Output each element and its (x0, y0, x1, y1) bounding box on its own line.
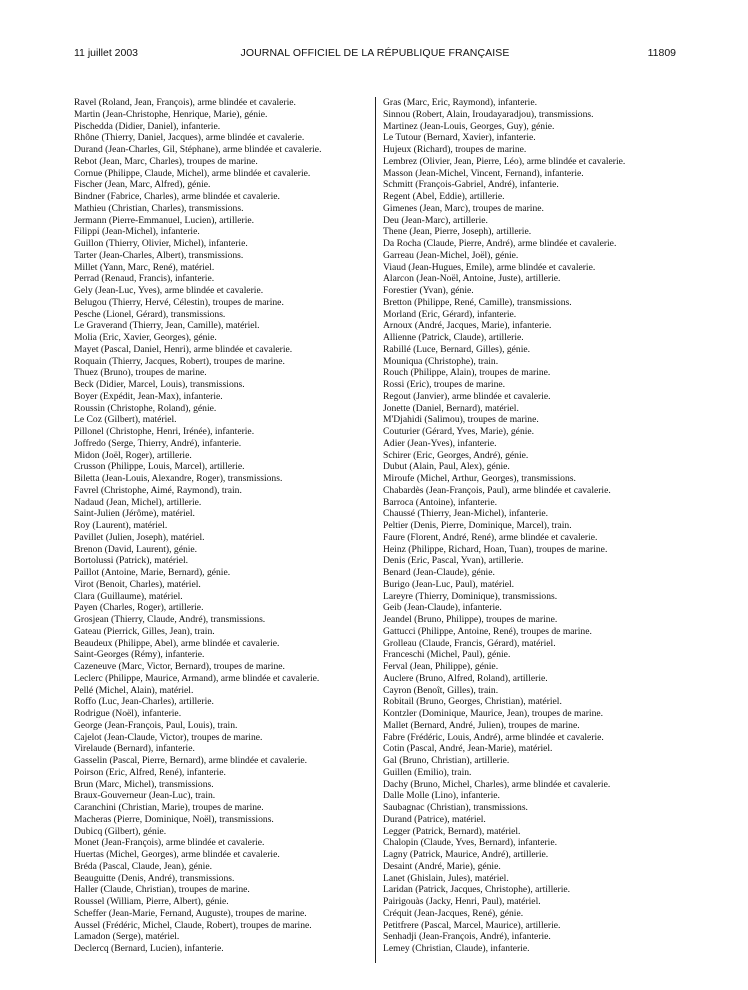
list-item: Créquit (Jean-Jacques, René), génie. (383, 907, 524, 919)
list-item: Pavillet (Julien, Joseph), matériel. (74, 531, 205, 543)
list-item: Virelaude (Bernard), infanterie. (74, 743, 195, 755)
list-item: Denis (Eric, Pascal, Yvan), artillerie. (383, 555, 524, 567)
list-item: Declercq (Bernard, Lucien), infanterie. (74, 943, 224, 954)
list-item: Gras (Marc, Eric, Raymond), infanterie. (383, 97, 537, 108)
list-item: Auclere (Bruno, Alfred, Roland), artillerie. (383, 672, 548, 684)
list-item: Leclerc (Philippe, Maurice, Armand), arme blindée et cavalerie. (74, 672, 320, 684)
list-item: Aussel (Frédéric, Michel, Claude, Robert), troupes de marine. (74, 919, 312, 931)
list-item: Paillot (Antoine, Marie, Bernard), génie. (74, 567, 231, 578)
list-item: Durand (Patrice), matériel. (383, 813, 486, 825)
list-item: Fischer (Jean, Marc, Alfred), génie. (74, 179, 211, 191)
list-item: Virot (Benoit, Charles), matériel. (74, 578, 201, 590)
list-item: Benard (Jean-Claude), génie. (383, 567, 495, 578)
list-item: Gattucci (Philippe, Antoine, René), troupes de marine. (383, 625, 592, 637)
list-item: Rhône (Thierry, Daniel, Jacques), arme blindée et cavalerie. (74, 132, 305, 144)
list-item: Mayet (Pascal, Daniel, Henri), arme blindée et cavalerie. (74, 343, 293, 355)
list-item: Ravel (Roland, Jean, François), arme blindée et cavalerie. (74, 97, 296, 108)
list-item: Jeandel (Bruno, Philippe), troupes de marine. (383, 614, 558, 625)
list-item: Alarcon (Jean-Noël, Antoine, Juste), artillerie. (383, 273, 561, 285)
list-item: Legger (Patrick, Bernard), matériel. (383, 825, 521, 837)
list-item: Rabillé (Luce, Bernard, Gilles), génie. (383, 343, 531, 355)
list-item: Miroufe (Michel, Arthur, Georges), transmissions. (383, 473, 576, 484)
list-item: Laridan (Patrick, Jacques, Christophe), artillerie. (383, 884, 571, 896)
list-item: Payen (Charles, Roger), artillerie. (74, 602, 204, 614)
list-item: Joffredo (Serge, Thierry, André), infanterie. (74, 437, 242, 449)
list-item: Boyer (Expédit, Jean-Max), infanterie. (74, 390, 223, 402)
left-column-list (74, 97, 370, 955)
list-item: Bréda (Pascal, Claude, Jean), génie. (74, 860, 212, 872)
list-item: Dalle Molle (Lino), infanterie. (383, 790, 500, 802)
list-item: Lembrez (Olivier, Jean, Pierre, Léo), arme blindée et cavalerie. (383, 155, 626, 167)
list-item: Petitfrere (Pascal, Marcel, Maurice), artillerie. (383, 919, 561, 931)
list-item: Cazeneuve (Marc, Victor, Bernard), troupes de marine. (74, 661, 285, 672)
list-item: Hujeux (Richard), troupes de marine. (383, 144, 527, 155)
list-item: Jonette (Daniel, Bernard), matériel. (383, 402, 519, 414)
list-item: Dachy (Bruno, Michel, Charles), arme blindée et cavalerie. (383, 778, 611, 790)
list-item: Dubicq (Gilbert), génie. (74, 825, 167, 837)
list-item: Pairigouàs (Jacky, Henri, Paul), matériel. (383, 896, 541, 907)
list-item: Peltier (Denis, Pierre, Dominique, Marcel), train. (383, 520, 572, 531)
list-item: Burigo (Jean-Luc, Paul), matériel. (383, 578, 515, 590)
list-item: Gasselin (Pascal, Pierre, Bernard), arme blindée et cavalerie. (74, 755, 308, 766)
list-item: Brun (Marc, Michel), transmissions. (74, 778, 214, 790)
list-item: Filippi (Jean-Michel), infanterie. (74, 226, 200, 238)
list-item: Martin (Jean-Christophe, Henrique, Marie), génie. (74, 108, 268, 120)
list-item: Beauguitte (Denis, André), transmissions. (74, 872, 235, 884)
list-item: Molia (Eric, Xavier, Georges), génie. (74, 332, 217, 343)
list-item: Rodrigue (Noël), infanterie. (74, 708, 182, 719)
list-item: Thuez (Bruno), troupes de marine. (74, 367, 207, 379)
list-item: Chaussé (Thierry, Jean-Michel), infanterie. (383, 508, 549, 520)
list-item: Mathieu (Christian, Charles), transmissions. (74, 202, 244, 214)
list-item: Roy (Laurent), matériel. (74, 520, 168, 531)
list-item: Caranchini (Christian, Marie), troupes de marine. (74, 802, 264, 813)
list-item: Pesche (Lionel, Gérard), transmissions. (74, 308, 226, 320)
list-item: George (Jean-François, Paul, Louis), train. (74, 719, 238, 731)
list-item: Adier (Jean-Yves), infanterie. (383, 437, 497, 449)
list-item: Schmitt (François-Gabriel, André), infanterie. (383, 179, 559, 191)
list-item: Lagny (Patrick, Maurice, André), artillerie. (383, 849, 549, 860)
list-item: Fabre (Frédéric, Louis, André), arme blindée et cavalerie. (383, 731, 604, 743)
list-item: Geib (Jean-Claude), infanterie. (383, 602, 502, 614)
list-item: Kontzler (Dominique, Maurice, Jean), troupes de marine. (383, 708, 604, 719)
list-item: Bretton (Philippe, René, Camille), transmissions. (383, 296, 572, 308)
list-item: Forestier (Yvan), génie. (383, 285, 474, 296)
list-item: Couturier (Gérard, Yves, Marie), génie. (383, 426, 535, 437)
list-item: Millet (Yann, Marc, René), matériel. (74, 261, 215, 273)
list-item: Braux-Gouverneur (Jean-Luc), train. (74, 790, 216, 802)
list-item: Crusson (Philippe, Louis, Marcel), artillerie. (74, 461, 245, 473)
list-item: Haller (Claude, Christian), troupes de marine. (74, 884, 250, 896)
list-item: Lamadon (Serge), matériel. (74, 931, 180, 943)
list-item: Durand (Jean-Charles, Gil, Stéphane), arme blindée et cavalerie. (74, 144, 322, 155)
list-item: Cotin (Pascal, André, Jean-Marie), matériel. (383, 743, 553, 755)
list-item: Rebot (Jean, Marc, Charles), troupes de marine. (74, 155, 258, 167)
list-item: Schirer (Eric, Georges, André), génie. (383, 449, 529, 461)
list-item: Mouniqua (Christophe), train. (383, 355, 499, 367)
list-item: Chabardès (Jean-François, Paul), arme blindée et cavalerie. (383, 484, 611, 496)
list-item: Arnoux (André, Jacques, Marie), infanterie. (383, 320, 552, 332)
list-item: Robitail (Bruno, Georges, Christian), matériel. (383, 696, 562, 708)
list-item: Guillen (Emilio), train. (383, 766, 472, 778)
list-item: Roussel (William, Pierre, Albert), génie. (74, 896, 229, 907)
list-item: Desaint (André, Marie), génie. (383, 860, 501, 872)
list-item: Poirson (Eric, Alfred, René), infanterie. (74, 766, 226, 778)
header-page-number: 11809 (647, 47, 676, 59)
list-item: Belugou (Thierry, Hervé, Célestin), troupes de marine. (74, 296, 284, 308)
list-item: Gal (Bruno, Christian), artillerie. (383, 755, 510, 766)
list-item: Roquain (Thierry, Jacques, Robert), troupes de marine. (74, 355, 285, 367)
list-item: Favrel (Christophe, Aimé, Raymond), train. (74, 484, 242, 496)
column-divider (375, 97, 376, 963)
list-item: Lemey (Christian, Claude), infanterie. (383, 943, 530, 954)
list-item: Bortolussi (Patrick), matériel. (74, 555, 189, 567)
list-item: Cajelot (Jean-Claude, Victor), troupes de marine. (74, 731, 263, 743)
list-item: Mallet (Bernard, André, Julien), troupes de marine. (383, 719, 580, 731)
list-item: Beaudeux (Philippe, Abel), arme blindée et cavalerie. (74, 637, 280, 649)
list-item: Gateau (Pierrick, Gilles, Jean), train. (74, 625, 215, 637)
list-item: Saubagnac (Christian), transmissions. (383, 802, 528, 813)
list-item: Grolleau (Claude, Francis, Gérard), matériel. (383, 637, 556, 649)
list-item: Rossi (Eric), troupes de marine. (383, 379, 506, 390)
list-item: Da Rocha (Claude, Pierre, André), arme blindée et cavalerie. (383, 238, 617, 249)
list-item: Senhadji (Jean-François, André), infanterie. (383, 931, 551, 943)
list-item: Le Tutour (Bernard, Xavier), infanterie. (383, 132, 536, 144)
list-item: Faure (Florent, André, René), arme blindée et cavalerie. (383, 531, 598, 543)
list-item: Huertas (Michel, Georges), arme blindée et cavalerie. (74, 849, 280, 860)
list-item: Dubut (Alain, Paul, Alex), génie. (383, 461, 510, 473)
list-item: Pischedda (Didier, Daniel), infanterie. (74, 120, 221, 132)
list-item: Viaud (Jean-Hugues, Emile), arme blindée et cavalerie. (383, 261, 596, 273)
list-item: Roffo (Luc, Jean-Charles), artillerie. (74, 696, 214, 708)
list-item: Nadaud (Jean, Michel), artillerie. (74, 496, 202, 508)
list-item: Jermann (Pierre-Emmanuel, Lucien), artillerie. (74, 214, 255, 226)
list-item: Scheffer (Jean-Marie, Fernand, Auguste), troupes de marine. (74, 907, 307, 919)
header-date: 11 juillet 2003 (74, 47, 139, 59)
list-item: Lanet (Ghislain, Jules), matériel. (383, 872, 509, 884)
list-item: Roussin (Christophe, Roland), génie. (74, 402, 217, 414)
list-item: Gimenes (Jean, Marc), troupes de marine. (383, 202, 544, 214)
list-item: Allienne (Patrick, Claude), artillerie. (383, 332, 524, 343)
list-item: Clara (Guillaume), matériel. (74, 590, 183, 602)
list-item: Martinez (Jean-Louis, Georges, Guy), génie. (383, 120, 555, 132)
list-item: Le Coz (Gilbert), matériel. (74, 414, 177, 426)
list-item: Brenon (David, Laurent), génie. (74, 543, 198, 555)
list-item: Masson (Jean-Michel, Vincent, Fernand), infanterie. (383, 167, 584, 179)
list-item: Le Graverand (Thierry, Jean, Camille), matériel. (74, 320, 260, 332)
list-item: Guillon (Thierry, Olivier, Michel), infanterie. (74, 238, 248, 249)
list-item: Saint-Georges (Rémy), infanterie. (74, 649, 205, 661)
list-item: Ferval (Jean, Philippe), génie. (383, 661, 499, 672)
list-item: Beck (Didier, Marcel, Louis), transmissions. (74, 379, 245, 390)
list-item: Regent (Abel, Eddie), artillerie. (383, 191, 505, 202)
list-item: Barroca (Antoine), infanterie. (383, 496, 498, 508)
list-item: Pellé (Michel, Alain), matériel. (74, 684, 194, 696)
list-item: Macheras (Pierre, Dominique, Noël), transmissions. (74, 813, 274, 825)
list-item: Chalopin (Claude, Yves, Bernard), infanterie. (383, 837, 557, 849)
list-item: Garreau (Jean-Michel, Joël), génie. (383, 249, 519, 261)
list-item: Monet (Jean-François), arme blindée et cavalerie. (74, 837, 265, 849)
right-column-list (383, 97, 683, 955)
list-item: Deu (Jean-Marc), artillerie. (383, 214, 488, 226)
list-item: Lareyre (Thierry, Dominique), transmissions. (383, 590, 558, 602)
list-item: Midon (Joël, Roger), artillerie. (74, 449, 192, 461)
list-item: Thene (Jean, Pierre, Joseph), artillerie. (383, 226, 532, 238)
list-item: Grosjean (Thierry, Claude, André), transmissions. (74, 614, 266, 625)
list-item: Tarter (Jean-Charles, Albert), transmissions. (74, 249, 244, 261)
list-item: Cornue (Philippe, Claude, Michel), arme blindée et cavalerie. (74, 167, 311, 179)
list-item: Pillonel (Christophe, Henri, Irénée), infanterie. (74, 426, 255, 437)
list-item: Perrad (Renaud, Francis), infanterie. (74, 273, 215, 285)
list-item: Franceschi (Michel, Paul), génie. (383, 649, 511, 661)
list-item: Saint-Julien (Jérôme), matériel. (74, 508, 195, 520)
list-item: Rouch (Philippe, Alain), troupes de marine. (383, 367, 551, 379)
list-item: Heinz (Philippe, Richard, Hoan, Tuan), troupes de marine. (383, 543, 608, 555)
list-item: Sinnou (Robert, Alain, Iroudayaradjou), transmissions. (383, 108, 594, 120)
header-title: JOURNAL OFFICIEL DE LA RÉPUBLIQUE FRANÇAISE (240, 47, 510, 59)
list-item: M'Djahidi (Salimou), troupes de marine. (383, 414, 539, 426)
list-item: Gely (Jean-Luc, Yves), arme blindée et cavalerie. (74, 285, 264, 296)
page-header (74, 47, 676, 61)
list-item: Biletta (Jean-Louis, Alexandre, Roger), transmissions. (74, 473, 283, 484)
list-item: Regout (Janvier), arme blindée et cavalerie. (383, 390, 551, 402)
list-item: Morland (Eric, Gérard), infanterie. (383, 308, 517, 320)
list-item: Bindner (Fabrice, Charles), arme blindée et cavalerie. (74, 191, 280, 202)
list-item: Cayron (Benoît, Gilles), train. (383, 684, 499, 696)
